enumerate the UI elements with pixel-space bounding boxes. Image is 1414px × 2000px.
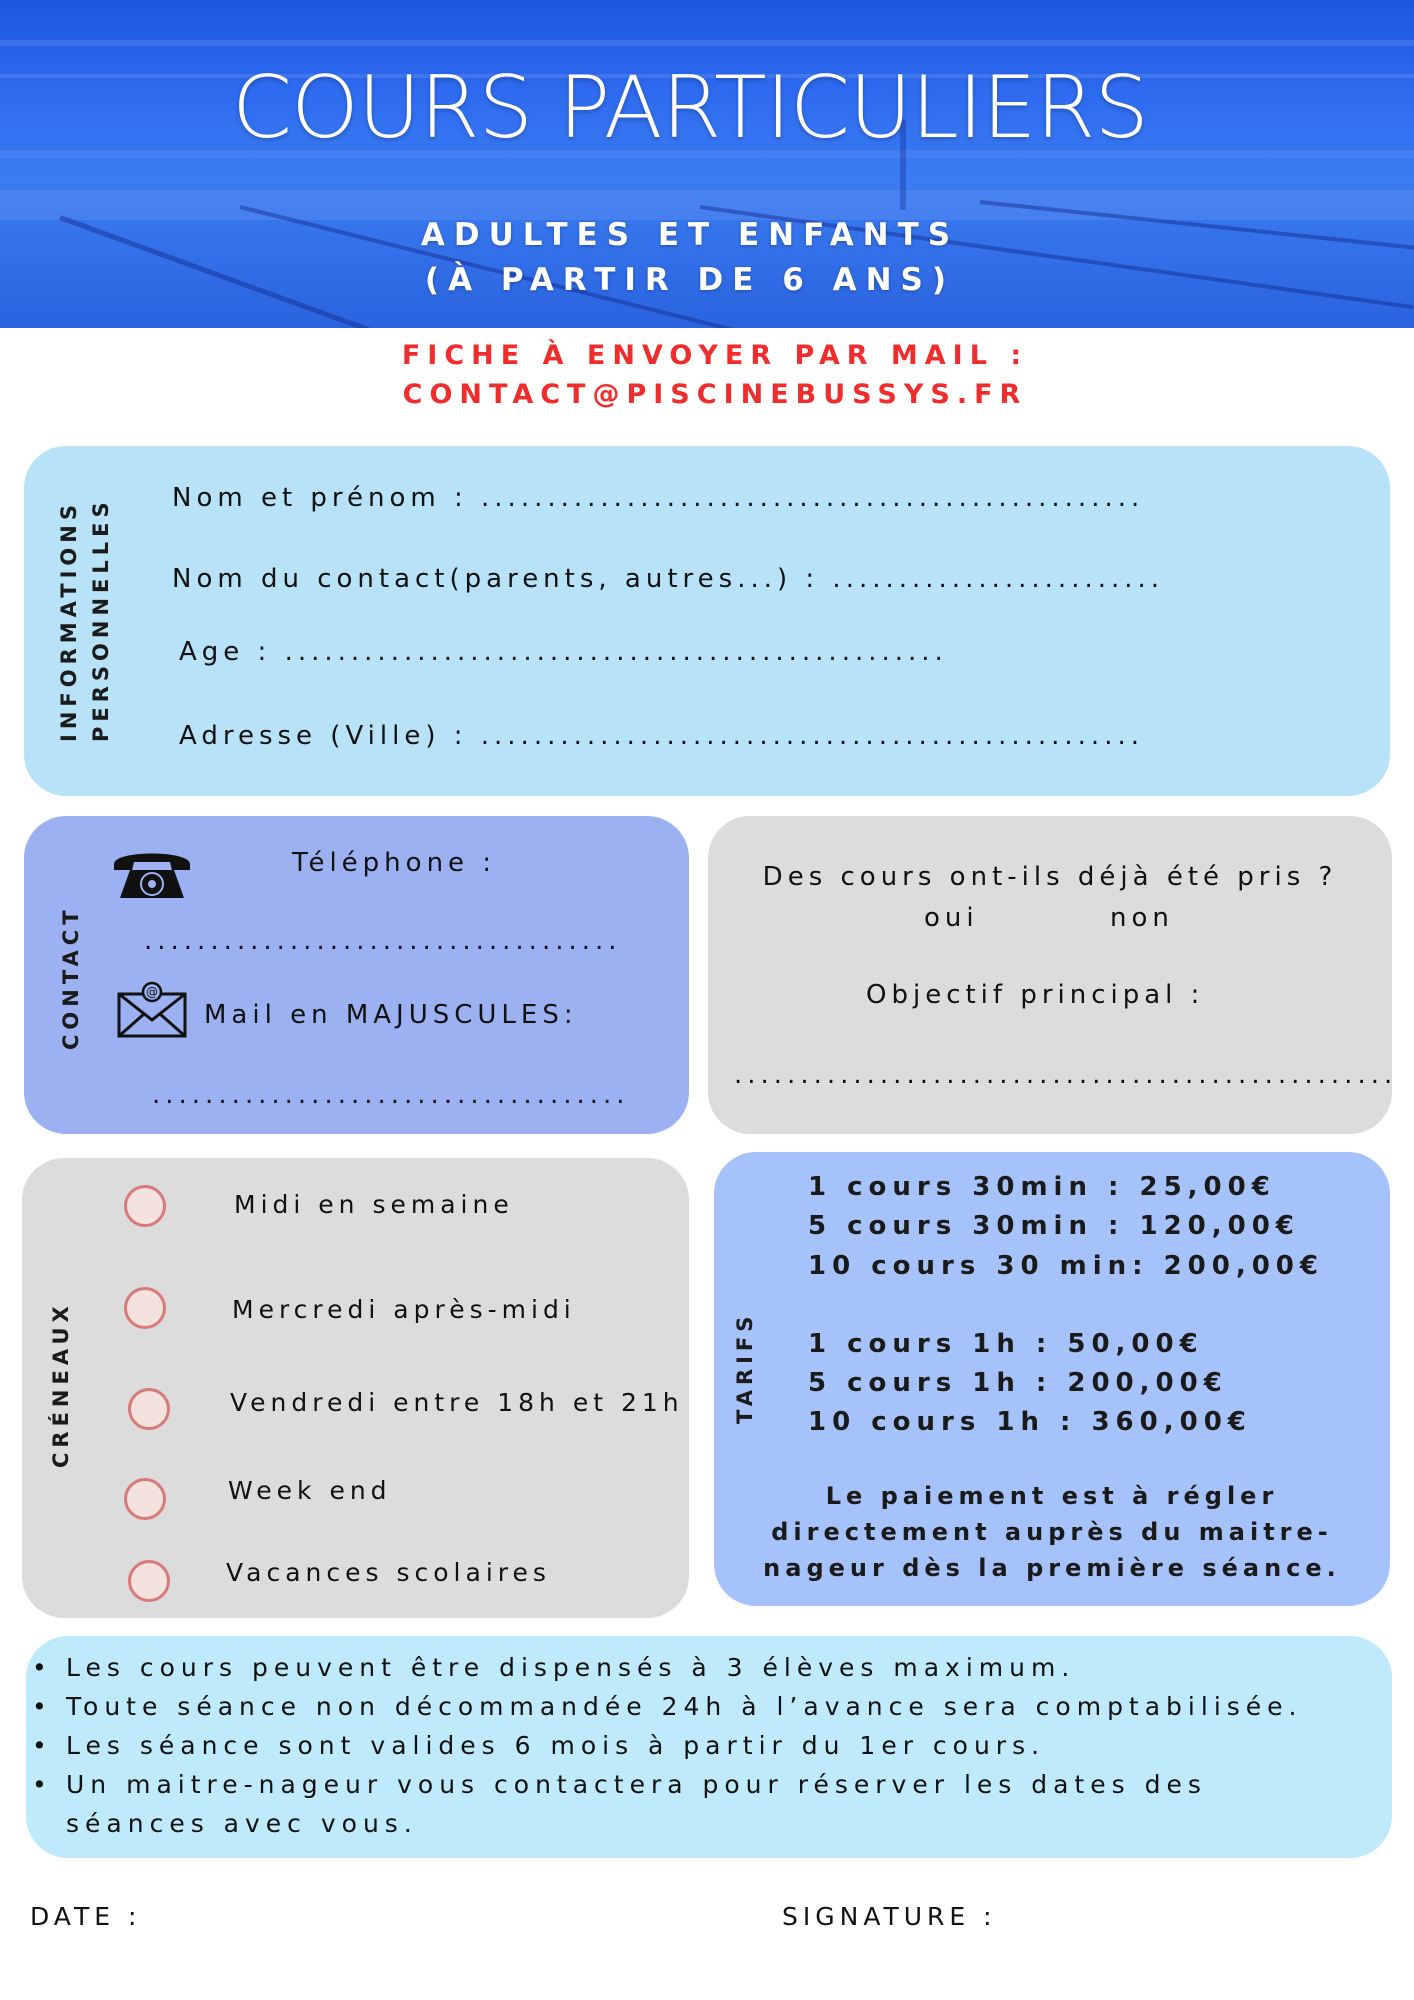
- slot-option-weekend: Week end: [228, 1476, 392, 1505]
- rule-item: • Les séance sont valides 6 mois à partir du 1er cours.: [32, 1726, 1382, 1765]
- contact-name-field[interactable]: Nom du contact(parents, autres...) : .........................: [172, 564, 1165, 594]
- telephone-icon: [108, 842, 196, 904]
- price-30min-10: 10 cours 30 min: 200,00€: [808, 1251, 1324, 1281]
- no-option[interactable]: non: [1110, 903, 1174, 933]
- yes-option[interactable]: oui: [924, 903, 979, 933]
- page-title: COURS PARTICULIERS: [232, 58, 1148, 158]
- date-label: DATE :: [30, 1902, 142, 1931]
- slot-checkbox-weekend[interactable]: [124, 1478, 166, 1520]
- price-1h-5: 5 cours 1h : 200,00€: [808, 1368, 1228, 1398]
- name-field[interactable]: Nom et prénom : ..................................................: [172, 483, 1145, 513]
- svg-text:@: @: [146, 985, 158, 999]
- slot-option-midi: Midi en semaine: [234, 1190, 514, 1219]
- personal-info-label-1: INFORMATIONS: [57, 500, 81, 742]
- price-30min-5: 5 cours 30min : 120,00€: [808, 1211, 1300, 1241]
- payment-note-3: nageur dès la première séance.: [763, 1554, 1341, 1582]
- slot-checkbox-vacances[interactable]: [128, 1560, 170, 1602]
- contact-label: CONTACT: [59, 905, 83, 1050]
- phone-input[interactable]: ....................................: [144, 926, 622, 956]
- slot-checkbox-mercredi[interactable]: [124, 1287, 166, 1329]
- age-field[interactable]: Age : ..................................................: [179, 637, 948, 667]
- price-1h-10: 10 cours 1h : 360,00€: [808, 1407, 1252, 1437]
- price-1h-1: 1 cours 1h : 50,00€: [808, 1329, 1204, 1359]
- phone-label: Téléphone :: [292, 848, 497, 878]
- prices-label: TARIFS: [733, 1311, 757, 1424]
- payment-note-2: directement auprès du maitre-: [771, 1518, 1333, 1546]
- slots-label: CRÉNEAUX: [49, 1301, 73, 1468]
- slot-checkbox-midi[interactable]: [124, 1185, 166, 1227]
- price-30min-1: 1 cours 30min : 25,00€: [808, 1172, 1276, 1202]
- rule-item: • Toute séance non décommandée 24h à l’avance sera comptabilisée.: [32, 1687, 1382, 1726]
- mail-label: Mail en MAJUSCULES:: [204, 1000, 578, 1030]
- slot-option-vacances: Vacances scolaires: [226, 1558, 551, 1587]
- goal-label: Objectif principal :: [866, 980, 1205, 1010]
- signature-label: SIGNATURE :: [782, 1902, 997, 1931]
- address-field[interactable]: Adresse (Ville) : ..................................................: [179, 721, 1144, 751]
- envelope-icon: [116, 980, 188, 1040]
- send-notice-line-1: FICHE À ENVOYER PAR MAIL :: [401, 340, 1029, 371]
- personal-info-label-2: PERSONNELLES: [89, 497, 113, 742]
- subtitle-line-1: ADULTES ET ENFANTS: [420, 217, 960, 253]
- payment-note-1: Le paiement est à régler: [825, 1482, 1279, 1510]
- send-notice-email: CONTACT@PISCINEBUSSYS.FR: [402, 379, 1028, 410]
- rule-item: • Un maitre-nageur vous contactera pour réserver les dates des séances avec vous.: [32, 1765, 1296, 1843]
- slot-option-vendredi: Vendredi entre 18h et 21h: [230, 1388, 684, 1417]
- water-ripple: [0, 40, 1414, 46]
- mail-input[interactable]: ....................................: [152, 1080, 630, 1110]
- rules-list: [32, 1648, 1382, 1843]
- subtitle-line-2: (À PARTIR DE 6 ANS): [424, 262, 956, 298]
- rule-item: • Les cours peuvent être dispensés à 3 élèves maximum.: [32, 1648, 1382, 1687]
- slot-option-mercredi: Mercredi après-midi: [232, 1295, 576, 1324]
- goal-input[interactable]: ..................................................: [734, 1060, 1398, 1090]
- previous-question: Des cours ont-ils déjà été pris ?: [762, 862, 1338, 892]
- slot-checkbox-vendredi[interactable]: [128, 1388, 170, 1430]
